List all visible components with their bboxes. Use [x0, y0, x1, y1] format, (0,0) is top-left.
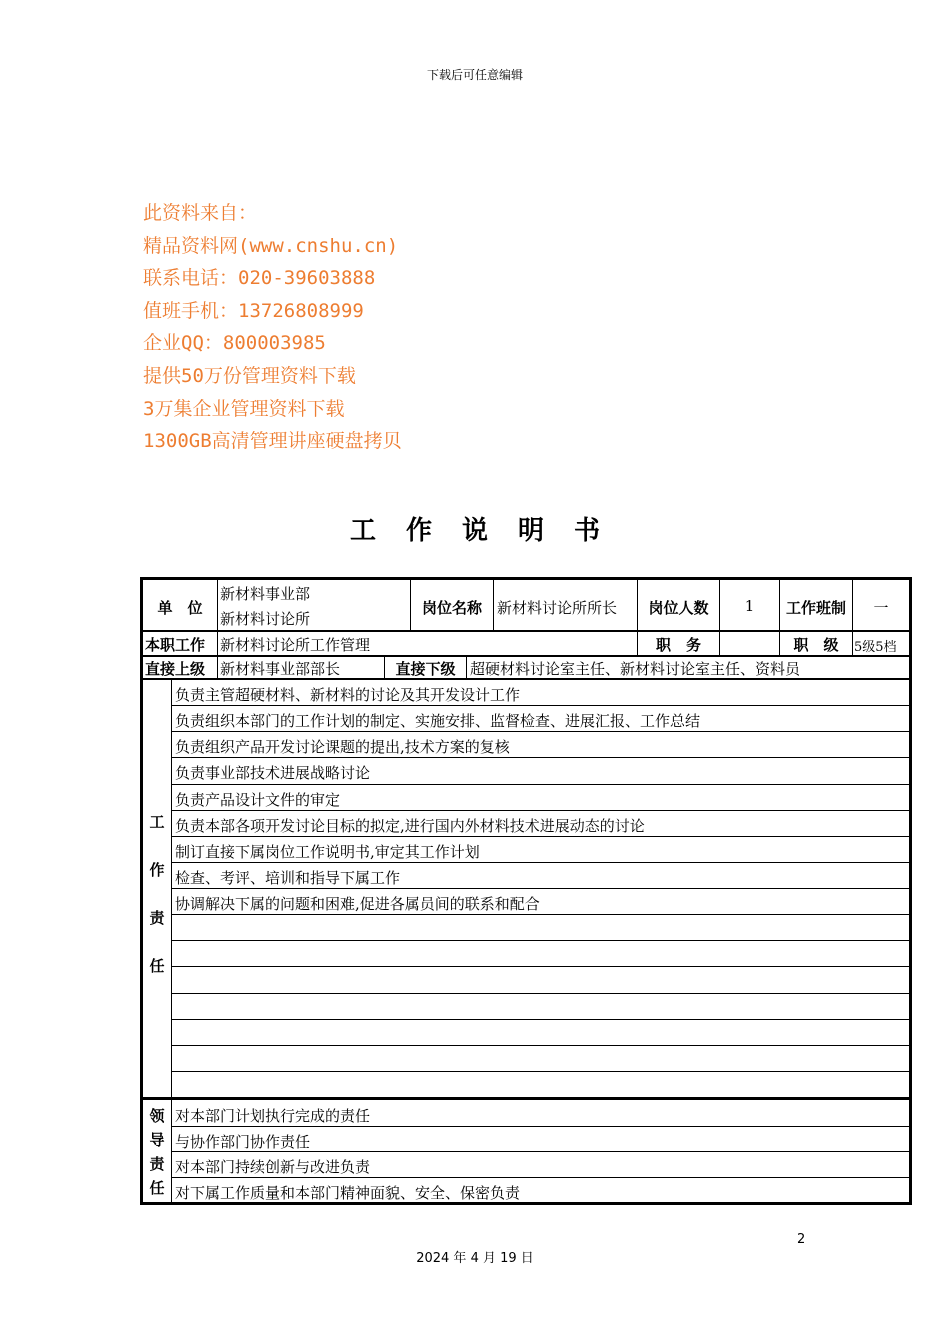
- promo-line: 企业QQ：800003985: [143, 332, 326, 355]
- responsibility-label-char: 作: [149, 861, 165, 879]
- responsibility-row-divider: [172, 1019, 912, 1020]
- table-border-top: [140, 577, 912, 580]
- main-job-value: 新材料讨论所工作管理: [220, 636, 371, 654]
- responsibility-row-divider: [172, 784, 912, 785]
- promo-line: 值班手机：13726808999: [143, 299, 364, 322]
- footer-date: 2024 年 4 月 19 日: [416, 1251, 534, 1266]
- responsibility-row-divider: [172, 1045, 912, 1046]
- responsibility-row-divider: [172, 888, 912, 889]
- section-divider: [140, 1097, 912, 1100]
- leadership-item: 对本部门持续创新与改进负责: [175, 1158, 371, 1176]
- shift-label: 工作班制: [785, 599, 846, 617]
- responsibility-row-divider: [172, 966, 912, 967]
- responsibility-item: 负责组织产品开发讨论课题的提出,技术方案的复核: [175, 738, 510, 757]
- responsibility-item: 负责产品设计文件的审定: [175, 790, 341, 809]
- responsibility-row-divider: [172, 705, 912, 706]
- responsibility-item: 检查、考评、培训和指导下属工作: [175, 868, 401, 887]
- subordinate-label: 直接下级: [395, 660, 456, 678]
- promo-line: 1300GB高清管理讲座硬盘拷贝: [143, 430, 402, 453]
- leadership-label-char: 责: [149, 1155, 165, 1173]
- leadership-row-divider: [172, 1177, 912, 1178]
- responsibility-row-divider: [172, 1071, 912, 1072]
- job-description-table: [140, 577, 912, 1205]
- row-divider: [140, 630, 912, 632]
- responsibility-row-divider: [172, 862, 912, 863]
- leadership-row-divider: [172, 1126, 912, 1127]
- unit-value-1: 新材料事业部: [220, 585, 311, 603]
- headcount-label: 岗位人数: [648, 599, 709, 617]
- responsibility-row-divider: [172, 757, 912, 758]
- shift-value: 一: [873, 599, 889, 617]
- leadership-label-char: 任: [149, 1179, 165, 1197]
- table-border-right: [909, 577, 912, 1205]
- main-job-label: 本职工作: [145, 636, 206, 654]
- responsibility-item: 负责主管超硬材料、新材料的讨论及其开发设计工作: [175, 686, 521, 704]
- superior-value: 新材料事业部部长: [220, 660, 341, 678]
- responsibility-label-char: 工: [149, 813, 165, 831]
- promo-line: 提供50万份管理资料下载: [143, 364, 356, 387]
- responsibility-item: 负责组织本部门的工作计划的制定、实施安排、监督检查、进展汇报、工作总结: [175, 712, 701, 731]
- unit-value-2: 新材料讨论所: [220, 610, 311, 628]
- col-divider: [217, 577, 218, 655]
- promo-line: 精品资料网(www.cnshu.cn): [143, 234, 399, 257]
- col-divider: [466, 655, 467, 679]
- col-divider: [217, 655, 218, 679]
- responsibility-item: 负责本部各项开发讨论目标的拟定,进行国内外材料技术进展动态的讨论: [175, 816, 645, 835]
- responsibility-item: 制订直接下属岗位工作说明书,审定其工作计划: [175, 842, 480, 861]
- header-note: 下载后可任意编辑: [426, 68, 523, 82]
- responsibility-row-divider: [172, 810, 912, 811]
- promo-line: 3万集企业管理资料下载: [143, 397, 345, 420]
- promo-line: 此资料来自：: [143, 202, 258, 224]
- page-number: 2: [797, 1232, 806, 1247]
- leadership-item: 对本部门计划执行完成的责任: [175, 1107, 371, 1125]
- leadership-row-divider: [172, 1151, 912, 1152]
- responsibility-row-divider: [172, 914, 912, 915]
- leadership-label-char: 领: [149, 1107, 165, 1125]
- leadership-item: 对下属工作质量和本部门精神面貌、安全、保密负责: [175, 1183, 521, 1202]
- subordinate-value: 超硬材料讨论室主任、新材料讨论室主任、资料员: [470, 660, 801, 678]
- unit-label: 单 位: [157, 599, 203, 617]
- document-title: 工作说明书: [349, 516, 630, 546]
- responsibility-row-divider: [172, 940, 912, 941]
- grade-value: 5级5档: [854, 640, 897, 655]
- row-divider: [140, 655, 912, 657]
- headcount-value: 1: [744, 597, 755, 615]
- col-divider: [493, 577, 494, 631]
- responsibility-item: 协调解决下属的问题和困难,促进各属员间的联系和配合: [175, 895, 540, 913]
- col-divider: [719, 577, 720, 655]
- promo-line: 联系电话：020-39603888: [143, 267, 376, 290]
- responsibility-label-char: 责: [149, 909, 165, 927]
- responsibility-row-divider: [172, 731, 912, 732]
- post-name-value: 新材料讨论所所长: [497, 599, 618, 617]
- grade-label: 职 级: [793, 636, 839, 654]
- leadership-item: 与协作部门协作责任: [175, 1132, 311, 1151]
- duty-label: 职 务: [655, 636, 701, 654]
- responsibility-row-divider: [172, 993, 912, 994]
- superior-label: 直接上级: [145, 660, 206, 678]
- responsibility-row-divider: [172, 836, 912, 837]
- leadership-label-char: 导: [149, 1131, 165, 1149]
- responsibility-item: 负责事业部技术进展战略讨论: [175, 764, 371, 783]
- promo-block: [143, 197, 402, 458]
- post-name-label: 岗位名称: [421, 599, 482, 617]
- responsibility-label-char: 任: [149, 957, 165, 975]
